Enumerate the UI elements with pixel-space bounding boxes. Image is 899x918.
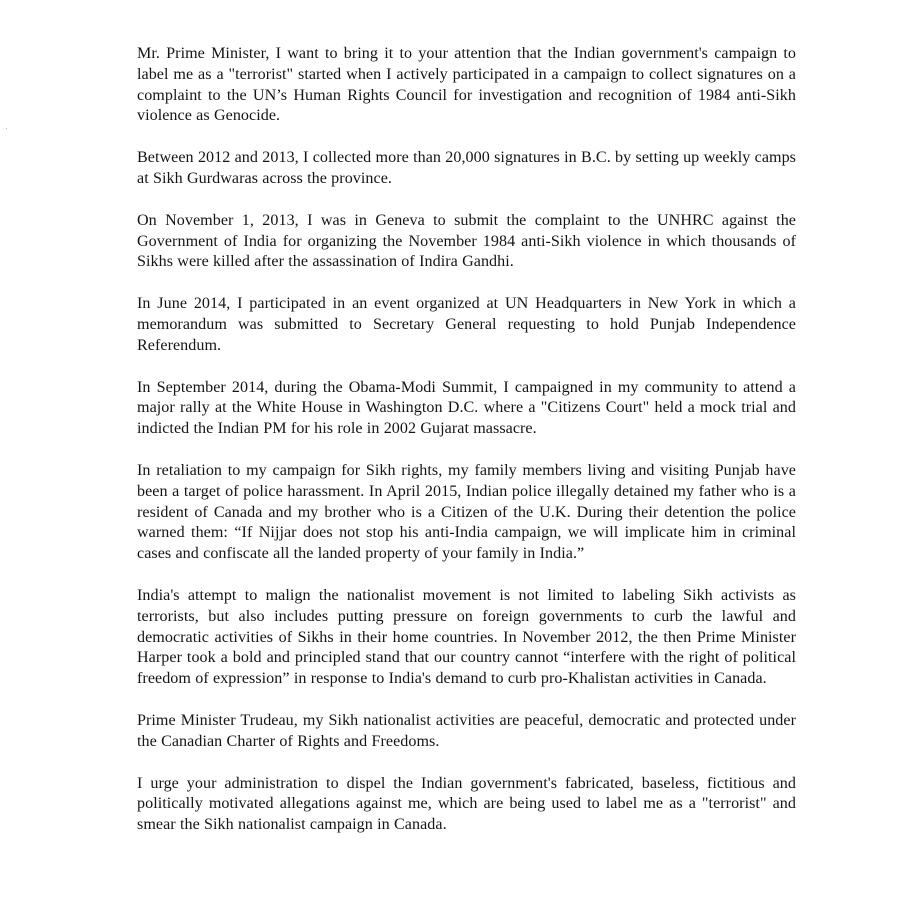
paragraph-signatures-collected: Between 2012 and 2013, I collected more than 20,000 signatures in B.C. by setting up weekly camps at Sikh Gurdwaras across the province.	[137, 149, 796, 187]
letter-body	[137, 44, 796, 857]
paragraph-geneva-complaint: On November 1, 2013, I was in Geneva to submit the complaint to the UNHRC against the Government of India for organizing the November 1984 anti-Sikh violence in which thousands of Sikhs were killed after the assassination of Indira Gandhi.	[137, 211, 796, 271]
paragraph-obama-modi-summit: In September 2014, during the Obama-Modi Summit, I campaigned in my community to attend a major rally at the White House in Washington D.C. where a "Citizens Court" held a mock trial and indicted the Indian PM for his role in 2002 Gujarat massacre.	[137, 378, 796, 438]
paragraph-charter-protection: Prime Minister Trudeau, my Sikh nationalist activities are peaceful, democratic and protected under the Canadian Charter of Rights and Freedoms.	[137, 711, 796, 750]
paragraph-closing-request: I urge your administration to dispel the Indian government's fabricated, baseless, fictitious and politically motivated allegations against me, which are being used to label me as a "terrorist" and smear the Sikh nationalist campaign in Canada.	[137, 774, 796, 834]
paragraph-signature-campaign: Mr. Prime Minister, I want to bring it to your attention that the Indian government's campaign to label me as a "terrorist" started when I actively participated in a campaign to collect signatures on a complaint to the UN’s Human Rights Council for investigation and recognition of 1984 anti-Sikh violence as Genocide.	[137, 45, 796, 125]
paragraph-un-headquarters: In June 2014, I participated in an event organized at UN Headquarters in New York in which a memorandum was submitted to Secretary General requesting to hold Punjab Independence Referendum.	[137, 295, 796, 354]
paragraph-foreign-pressure: India's attempt to malign the nationalist movement is not limited to labeling Sikh activists as terrorists, but also includes putting pressure on foreign governments to curb the lawful and democratic activities of Sikhs in their home countries. In November 2012, the then Prime Minister Harper took a bold and principled stand that our country cannot “interfere with the right of political freedom of expression” in response to India's demand to curb pro-Khalistan activities in Canada.	[137, 586, 796, 688]
paragraph-family-harassment: In retaliation to my campaign for Sikh rights, my family members living and visiting Punjab have been a target of police harassment. In April 2015, Indian police illegally detained my father who is a resident of Canada and my brother who is a Citizen of the U.K. During their detention the police warned them: “If Nijjar does not stop his anti-India campaign, we will implicate him in criminal cases and confiscate all the landed property of your family in India.”	[137, 461, 796, 563]
scan-speck	[6, 128, 7, 129]
